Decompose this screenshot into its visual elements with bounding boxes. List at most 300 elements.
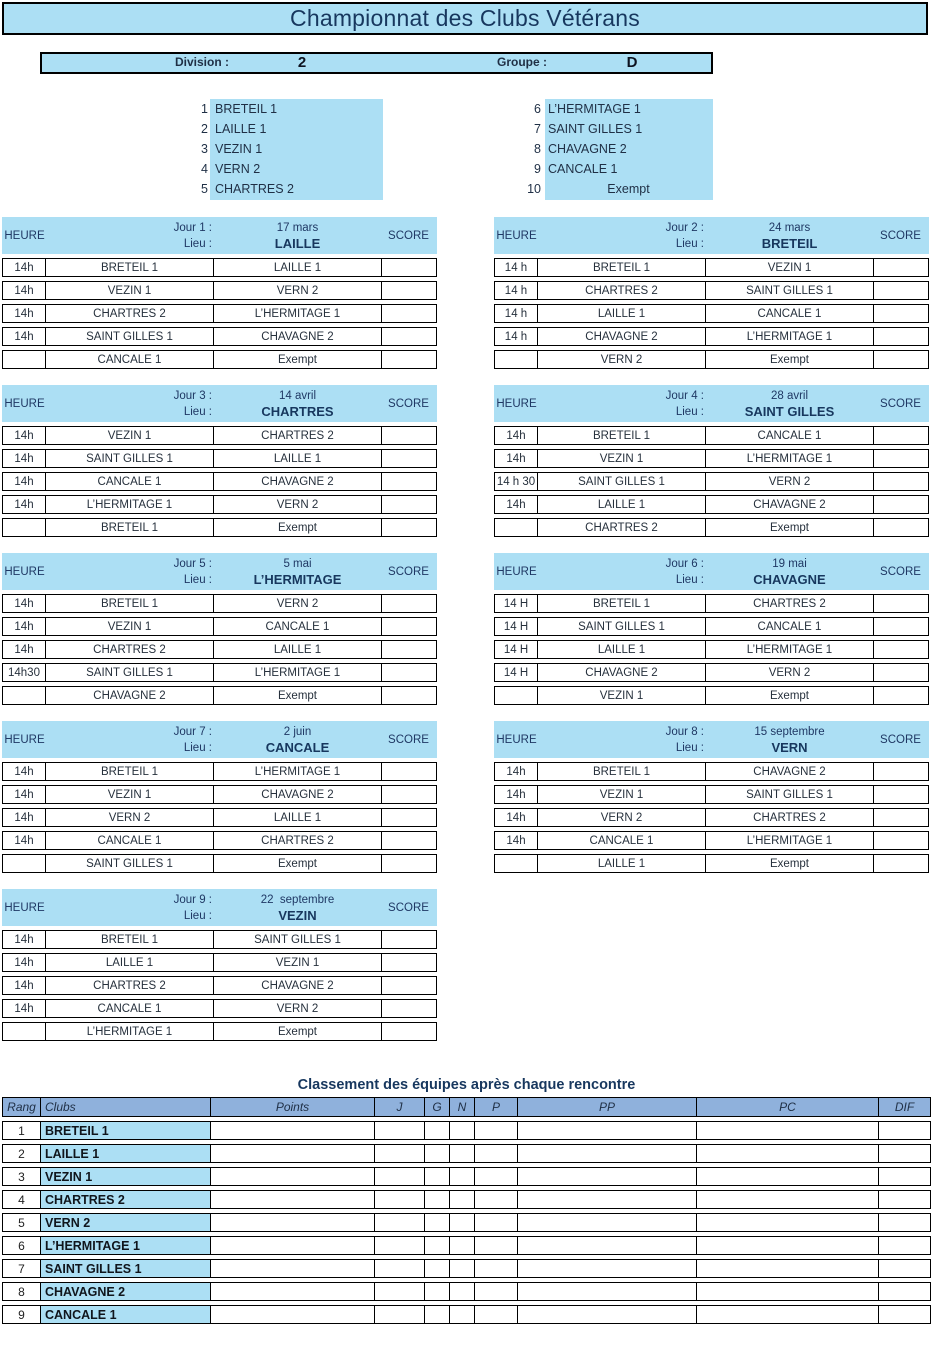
jour-lieu-labels	[539, 217, 707, 254]
standings-header-row	[2, 1097, 931, 1117]
match-time-cell: 14h	[495, 809, 538, 826]
match-time-cell: 14h30	[3, 664, 46, 681]
match-time-cell: 14h	[495, 496, 538, 513]
team-list-item	[508, 119, 723, 139]
team-name: CANCALE 1	[548, 162, 618, 176]
day-header	[494, 721, 929, 758]
day-venue: CHARTRES	[261, 403, 334, 419]
rang-cell: 9	[3, 1306, 41, 1323]
day-block	[2, 385, 437, 537]
dif-cell	[879, 1283, 930, 1300]
dif-cell	[879, 1191, 930, 1208]
match-away-team: L’HERMITAGE 1	[214, 763, 382, 780]
score-label: SCORE	[388, 229, 429, 242]
match-home-team: VEZIN 1	[46, 786, 214, 803]
pc-cell	[697, 1191, 879, 1208]
club-cell: VEZIN 1	[41, 1168, 211, 1185]
lieu-label: Lieu :	[183, 909, 212, 922]
day-block	[494, 721, 929, 873]
n-cell	[450, 1168, 475, 1185]
heure-label: HEURE	[496, 565, 537, 578]
match-row	[2, 785, 437, 804]
match-time-cell	[495, 855, 538, 872]
match-home-team: CANCALE 1	[46, 832, 214, 849]
day-block	[2, 553, 437, 705]
date-venue	[215, 385, 380, 422]
match-score-cell	[382, 519, 436, 536]
match-score-cell	[874, 832, 928, 849]
jour-lieu-labels	[539, 385, 707, 422]
team-list-item	[508, 159, 723, 179]
p-cell	[475, 1237, 518, 1254]
match-time-cell: 14 H	[495, 664, 538, 681]
standings-header-pc: PC	[697, 1098, 879, 1116]
date-venue	[707, 385, 872, 422]
day-table	[494, 594, 929, 705]
score-label: SCORE	[388, 565, 429, 578]
points-cell	[211, 1145, 375, 1162]
n-cell	[450, 1191, 475, 1208]
match-time-cell: 14h	[3, 618, 46, 635]
team-number: 5	[201, 182, 208, 196]
day-table	[2, 426, 437, 537]
match-home-team: CANCALE 1	[46, 351, 214, 368]
match-row	[2, 686, 437, 705]
standings-header-rang: Rang	[3, 1098, 41, 1116]
jour-label: Jour 1 :	[173, 221, 212, 234]
day-venue: CANCALE	[265, 739, 330, 755]
jour-label: Jour 9 :	[173, 893, 212, 906]
day-block	[494, 217, 929, 369]
score-label: SCORE	[880, 733, 921, 746]
match-time-cell	[3, 351, 46, 368]
match-time-cell: 14h	[3, 1000, 46, 1017]
match-score-cell	[874, 259, 928, 276]
match-time-cell: 14 h	[495, 328, 538, 345]
day-table	[494, 762, 929, 873]
j-cell	[375, 1191, 425, 1208]
match-home-team: VEZIN 1	[46, 618, 214, 635]
match-away-team: Exempt	[214, 687, 382, 704]
j-cell	[375, 1145, 425, 1162]
match-score-cell	[382, 496, 436, 513]
match-home-team: CHARTRES 2	[46, 977, 214, 994]
standings-header-p: P	[475, 1098, 518, 1116]
match-time-cell: 14h	[3, 427, 46, 444]
score-label: SCORE	[880, 229, 921, 242]
day-block	[2, 889, 437, 1041]
match-row	[494, 449, 929, 468]
jour-label: Jour 3 :	[173, 389, 212, 402]
match-score-cell	[874, 595, 928, 612]
match-row	[2, 327, 437, 346]
match-away-team: Exempt	[706, 687, 874, 704]
match-home-team: CHARTRES 2	[538, 282, 706, 299]
standings-row	[2, 1282, 931, 1301]
j-cell	[375, 1283, 425, 1300]
match-time-cell: 14h	[3, 954, 46, 971]
jour-lieu-labels	[47, 385, 215, 422]
team-list-left	[180, 99, 395, 199]
score-label: SCORE	[388, 901, 429, 914]
match-row	[494, 808, 929, 827]
match-score-cell	[382, 832, 436, 849]
day-date: 14 avril	[278, 389, 317, 402]
team-number: 10	[527, 182, 541, 196]
match-score-cell	[382, 855, 436, 872]
pc-cell	[697, 1306, 879, 1323]
match-home-team: BRETEIL 1	[538, 259, 706, 276]
match-time-cell	[495, 351, 538, 368]
match-home-team: BRETEIL 1	[46, 763, 214, 780]
score-label: SCORE	[880, 565, 921, 578]
match-home-team: BRETEIL 1	[46, 519, 214, 536]
date-venue	[707, 553, 872, 590]
match-home-team: L’HERMITAGE 1	[46, 1023, 214, 1040]
match-away-team: L’HERMITAGE 1	[706, 641, 874, 658]
match-score-cell	[382, 427, 436, 444]
match-away-team: SAINT GILLES 1	[706, 786, 874, 803]
day-date: 5 mai	[283, 557, 312, 570]
match-row	[2, 449, 437, 468]
day-date: 22 septembre	[260, 893, 335, 906]
match-home-team: BRETEIL 1	[46, 259, 214, 276]
lieu-label: Lieu :	[183, 741, 212, 754]
team-list-item	[508, 139, 723, 159]
match-home-team: LAILLE 1	[538, 305, 706, 322]
match-time-cell: 14 H	[495, 595, 538, 612]
match-time-cell: 14 H	[495, 641, 538, 658]
match-row	[494, 762, 929, 781]
pp-cell	[518, 1260, 697, 1277]
lieu-label: Lieu :	[183, 405, 212, 418]
rang-cell: 7	[3, 1260, 41, 1277]
match-score-cell	[382, 595, 436, 612]
match-score-cell	[874, 473, 928, 490]
match-row	[2, 518, 437, 537]
day-header	[2, 889, 437, 926]
day-table	[2, 762, 437, 873]
dif-cell	[879, 1145, 930, 1162]
standings-header-points: Points	[211, 1098, 375, 1116]
match-row	[494, 304, 929, 323]
team-number: 7	[534, 122, 541, 136]
match-away-team: CHAVAGNE 2	[706, 763, 874, 780]
match-time-cell: 14h	[495, 763, 538, 780]
match-away-team: VEZIN 1	[706, 259, 874, 276]
standings-section	[2, 1077, 931, 1324]
day-block	[2, 721, 437, 873]
j-cell	[375, 1214, 425, 1231]
match-row	[2, 350, 437, 369]
match-row	[494, 518, 929, 537]
g-cell	[425, 1237, 450, 1254]
match-away-team: VEZIN 1	[214, 954, 382, 971]
match-home-team: BRETEIL 1	[538, 763, 706, 780]
p-cell	[475, 1168, 518, 1185]
match-away-team: CHAVAGNE 2	[706, 496, 874, 513]
date-venue	[215, 553, 380, 590]
match-row	[494, 831, 929, 850]
match-time-cell: 14h	[495, 786, 538, 803]
standings-row	[2, 1144, 931, 1163]
match-away-team: VERN 2	[214, 496, 382, 513]
rang-cell: 4	[3, 1191, 41, 1208]
match-time-cell	[3, 1023, 46, 1040]
day-date: 19 mai	[772, 557, 807, 570]
day-date: 28 avril	[770, 389, 809, 402]
match-away-team: LAILLE 1	[214, 641, 382, 658]
match-away-team: L’HERMITAGE 1	[706, 328, 874, 345]
n-cell	[450, 1260, 475, 1277]
match-time-cell: 14 h 30	[495, 473, 538, 490]
day-header	[494, 385, 929, 422]
lieu-label: Lieu :	[183, 573, 212, 586]
lieu-label: Lieu :	[675, 405, 704, 418]
match-score-cell	[382, 977, 436, 994]
match-time-cell	[3, 687, 46, 704]
match-row	[494, 327, 929, 346]
p-cell	[475, 1214, 518, 1231]
match-row	[2, 426, 437, 445]
day-header	[2, 721, 437, 758]
points-cell	[211, 1214, 375, 1231]
match-away-team: SAINT GILLES 1	[706, 282, 874, 299]
team-list-item	[180, 119, 395, 139]
match-home-team: SAINT GILLES 1	[46, 855, 214, 872]
match-row	[2, 808, 437, 827]
match-score-cell	[874, 855, 928, 872]
n-cell	[450, 1283, 475, 1300]
team-name: CHAVAGNE 2	[548, 142, 627, 156]
team-list-item	[180, 159, 395, 179]
g-cell	[425, 1191, 450, 1208]
day-table	[494, 426, 929, 537]
points-cell	[211, 1306, 375, 1323]
team-name: BRETEIL 1	[215, 102, 278, 116]
rang-cell: 8	[3, 1283, 41, 1300]
pc-cell	[697, 1122, 879, 1139]
date-venue	[215, 721, 380, 758]
p-cell	[475, 1283, 518, 1300]
day-block	[494, 553, 929, 705]
match-time-cell: 14h	[3, 328, 46, 345]
match-away-team: CANCALE 1	[706, 427, 874, 444]
page-title-text: Championnat des Clubs Vétérans	[290, 5, 640, 31]
match-home-team: CANCALE 1	[46, 1000, 214, 1017]
club-cell: CHARTRES 2	[41, 1191, 211, 1208]
g-cell	[425, 1214, 450, 1231]
match-score-cell	[874, 786, 928, 803]
match-score-cell	[382, 687, 436, 704]
match-home-team: VERN 2	[538, 351, 706, 368]
match-away-team: CHARTRES 2	[214, 832, 382, 849]
match-score-cell	[382, 954, 436, 971]
match-away-team: VERN 2	[706, 473, 874, 490]
standings-row	[2, 1121, 931, 1140]
match-row	[494, 472, 929, 491]
day-table	[2, 258, 437, 369]
dif-cell	[879, 1122, 930, 1139]
match-home-team: CHAVAGNE 2	[538, 664, 706, 681]
score-label: SCORE	[880, 397, 921, 410]
jour-label: Jour 8 :	[665, 725, 704, 738]
match-score-cell	[382, 450, 436, 467]
match-away-team: VERN 2	[214, 1000, 382, 1017]
day-venue: SAINT GILLES	[744, 403, 835, 419]
match-row	[2, 258, 437, 277]
match-home-team: CHAVAGNE 2	[46, 687, 214, 704]
schedule-grid	[2, 217, 930, 1041]
match-score-cell	[382, 473, 436, 490]
match-home-team: VERN 2	[46, 809, 214, 826]
n-cell	[450, 1145, 475, 1162]
match-score-cell	[382, 282, 436, 299]
day-venue: LAILLE	[274, 235, 321, 251]
heure-label: HEURE	[4, 565, 45, 578]
team-name: Exempt	[607, 182, 650, 196]
match-home-team: CHAVAGNE 2	[538, 328, 706, 345]
match-time-cell: 14h	[3, 473, 46, 490]
match-time-cell: 14h	[3, 931, 46, 948]
match-score-cell	[874, 351, 928, 368]
club-cell: VERN 2	[41, 1214, 211, 1231]
club-cell: CHAVAGNE 2	[41, 1283, 211, 1300]
jour-label: Jour 4 :	[665, 389, 704, 402]
match-score-cell	[874, 305, 928, 322]
match-time-cell: 14 h	[495, 259, 538, 276]
jour-lieu-labels	[47, 889, 215, 926]
match-score-cell	[874, 641, 928, 658]
match-score-cell	[874, 450, 928, 467]
match-home-team: BRETEIL 1	[538, 595, 706, 612]
g-cell	[425, 1168, 450, 1185]
dif-cell	[879, 1214, 930, 1231]
jour-label: Jour 2 :	[665, 221, 704, 234]
score-label: SCORE	[388, 397, 429, 410]
match-away-team: CHAVAGNE 2	[214, 977, 382, 994]
match-row	[2, 472, 437, 491]
team-list-item	[508, 179, 723, 199]
day-header	[2, 217, 437, 254]
points-cell	[211, 1191, 375, 1208]
match-row	[2, 976, 437, 995]
match-away-team: CHARTRES 2	[214, 427, 382, 444]
jour-lieu-labels	[47, 553, 215, 590]
match-away-team: LAILLE 1	[214, 450, 382, 467]
match-score-cell	[382, 763, 436, 780]
match-home-team: CHARTRES 2	[46, 641, 214, 658]
match-time-cell: 14h	[3, 450, 46, 467]
day-table	[494, 258, 929, 369]
match-away-team: CHARTRES 2	[706, 595, 874, 612]
day-header	[2, 385, 437, 422]
team-number: 1	[201, 102, 208, 116]
date-venue	[215, 889, 380, 926]
club-cell: SAINT GILLES 1	[41, 1260, 211, 1277]
match-row	[2, 495, 437, 514]
day-table	[2, 594, 437, 705]
match-row	[2, 831, 437, 850]
n-cell	[450, 1122, 475, 1139]
n-cell	[450, 1214, 475, 1231]
date-venue	[215, 217, 380, 254]
jour-lieu-labels	[47, 721, 215, 758]
match-home-team: BRETEIL 1	[46, 595, 214, 612]
match-score-cell	[382, 328, 436, 345]
match-score-cell	[382, 641, 436, 658]
match-home-team: LAILLE 1	[46, 954, 214, 971]
page-title	[2, 2, 928, 35]
match-time-cell	[495, 687, 538, 704]
match-score-cell	[874, 687, 928, 704]
date-venue	[707, 721, 872, 758]
match-time-cell: 14h	[3, 496, 46, 513]
day-venue: VERN	[771, 739, 808, 755]
pp-cell	[518, 1237, 697, 1254]
match-score-cell	[874, 664, 928, 681]
match-row	[494, 854, 929, 873]
match-home-team: CANCALE 1	[538, 832, 706, 849]
match-home-team: SAINT GILLES 1	[46, 664, 214, 681]
g-cell	[425, 1283, 450, 1300]
match-away-team: LAILLE 1	[214, 809, 382, 826]
match-away-team: CHAVAGNE 2	[214, 328, 382, 345]
groupe-label: Groupe :	[497, 55, 547, 69]
match-score-cell	[382, 1023, 436, 1040]
points-cell	[211, 1122, 375, 1139]
team-list-item	[180, 179, 395, 199]
club-cell: CANCALE 1	[41, 1306, 211, 1323]
match-home-team: VEZIN 1	[538, 687, 706, 704]
match-row	[2, 999, 437, 1018]
groupe-value: D	[626, 54, 638, 71]
pp-cell	[518, 1168, 697, 1185]
heure-label: HEURE	[4, 733, 45, 746]
match-away-team: Exempt	[706, 519, 874, 536]
match-away-team: LAILLE 1	[214, 259, 382, 276]
dif-cell	[879, 1168, 930, 1185]
match-time-cell: 14 h	[495, 282, 538, 299]
match-score-cell	[382, 786, 436, 803]
standings-header-clubs: Clubs	[41, 1098, 211, 1116]
club-cell: L’HERMITAGE 1	[41, 1237, 211, 1254]
match-time-cell: 14 H	[495, 618, 538, 635]
match-home-team: SAINT GILLES 1	[538, 618, 706, 635]
heure-label: HEURE	[4, 229, 45, 242]
match-row	[2, 663, 437, 682]
match-row	[2, 617, 437, 636]
match-score-cell	[382, 931, 436, 948]
p-cell	[475, 1145, 518, 1162]
match-time-cell: 14h	[495, 450, 538, 467]
standings-header-g: G	[425, 1098, 450, 1116]
match-away-team: CANCALE 1	[706, 305, 874, 322]
match-row	[494, 495, 929, 514]
jour-label: Jour 5 :	[173, 557, 212, 570]
g-cell	[425, 1122, 450, 1139]
match-score-cell	[382, 305, 436, 322]
match-away-team: L’HERMITAGE 1	[214, 664, 382, 681]
pc-cell	[697, 1283, 879, 1300]
match-score-cell	[382, 809, 436, 826]
pc-cell	[697, 1260, 879, 1277]
match-home-team: SAINT GILLES 1	[46, 450, 214, 467]
heure-label: HEURE	[496, 733, 537, 746]
match-score-cell	[874, 519, 928, 536]
team-name: VERN 2	[215, 162, 261, 176]
p-cell	[475, 1191, 518, 1208]
